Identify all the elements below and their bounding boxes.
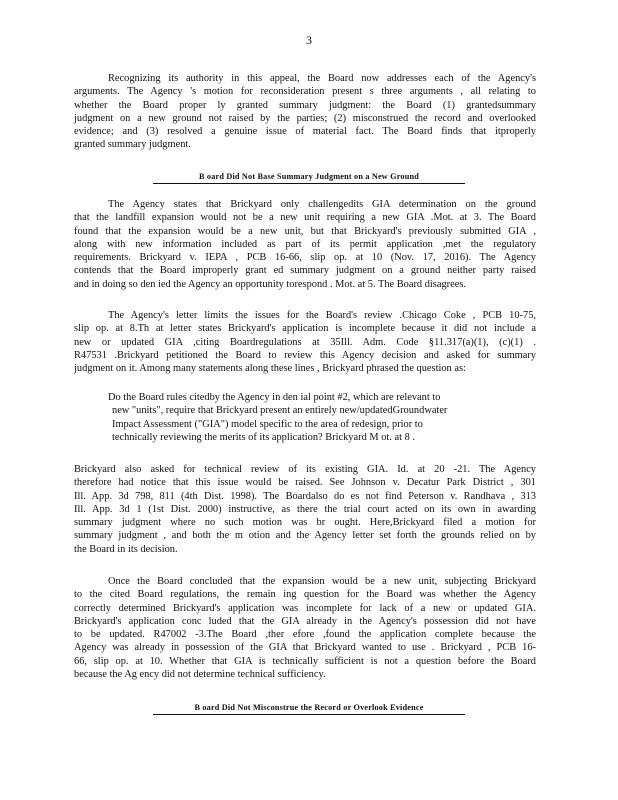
paragraph-line: requirements. Brickyard v. IEPA , PCB 16-66, slip op. at 10 (Nov. 17, 2016). The Agency (74, 252, 536, 264)
paragraph-line: found that the expansion would be a new unit, but that Brickyard's previously submitted GIA , (74, 225, 536, 237)
paragraph-line: to the cited Board regulations, the remain ing question for the Board was whether the Agency (74, 589, 536, 601)
quote-line: Impact Assessment ("GIA") model specific to the area of redesign, prior to (112, 418, 423, 430)
paragraph-line: Agency was already in possession of the GIA that Brickyard wanted to use . Brickyard , PCB 16- (74, 642, 536, 654)
paragraph-line: the Board in its decision. (74, 543, 178, 555)
paragraph-line: granted summary judgment. (74, 139, 191, 151)
quote-line: technically reviewing the merits of its application? Brickyard M ot. at 8 . (112, 431, 415, 443)
paragraph-line: slip op. at 8.Th at letter states Brickyard's application is incomplete because it did not include a (74, 323, 536, 335)
paragraph-line: along with new information included as part of its permit application ,met the regulatory (74, 238, 536, 250)
paragraph-line: R47531 .Brickyard petitioned the Board to review this Agency decision and asked for summary (74, 349, 536, 361)
paragraph-intro (74, 72, 536, 152)
paragraph-line: The Agency's letter limits the issues for the Board's review .Chicago Coke , PCB 10-75, (108, 310, 536, 321)
paragraph-line: Once the Board concluded that the expansion would be a new unit, subjecting Brickyard (108, 576, 536, 587)
paragraph-line: summary judgment , and both the m otion and the Agency letter set forth the grounds relied on by (74, 530, 536, 542)
quote-line: new "units", require that Brickyard present an entirely new/updatedGroundwater (112, 405, 448, 417)
paragraph-line: judgment on a new ground not raised by the parties; (2) misconstrued the record and overlooked (74, 112, 536, 124)
paragraph-line: to be updated. R47002 -3.The Board ,ther efore ,found the application complete because the (74, 629, 536, 641)
paragraph-line: contends that the Board improperly grant ed summary judgment on a ground neither party raised (74, 265, 536, 277)
paragraph-line: Brickyard's application conc luded that the GIA already in the Agency's possession did not have (74, 615, 536, 627)
section-heading-new-ground: B oard Did Not Base Summary Judgment on a New Ground (0, 171, 618, 184)
paragraph-line: correctly determined Brickyard's application was incomplete for lack of a new or updated GIA. (74, 602, 536, 614)
paragraph-line: because the Ag ency did not determine technical sufficiency. (74, 669, 326, 681)
paragraph-line: The Agency states that Brickyard only challengedits GIA determination on the ground (108, 199, 536, 210)
section-heading-record-evidence: B oard Did Not Misconstrue the Record or Overlook Evidence (0, 702, 618, 715)
paragraph-agency-states (74, 198, 536, 291)
paragraph-line: Ill. App. 3d 1 (1st Dist. 2000) instructive, as there the trial court acted on its own in awarding (74, 503, 536, 515)
page-number: 3 (306, 33, 312, 47)
paragraph-agency-letter (74, 309, 536, 375)
paragraph-line: Brickyard also asked for technical review of its existing GIA. Id. at 20 -21. The Agency (74, 464, 536, 475)
paragraph-brickyard-review (74, 463, 536, 556)
paragraph-line: whether the Board proper ly granted summary judgment: the Board (1) grantedsummary (74, 99, 536, 111)
quote-line: Do the Board rules citedby the Agency in den ial point #2, which are relevant to (108, 392, 441, 403)
paragraph-line: Ill. App. 3d 798, 811 (4th Dist. 1998). The Boardalso do es not find Peterson v. Randhava , 313 (74, 490, 536, 502)
paragraph-line: that the landfill expansion would not be a new unit requiring a new GIA .Mot. at 3. The Board (74, 212, 536, 224)
paragraph-line: arguments. The Agency 's motion for reconsideration present s three arguments , all relating to (74, 86, 536, 98)
block-quote (108, 391, 468, 444)
paragraph-line: and in doing so den ied the Agency an opportunity torespond . Mot. at 5. The Board disagrees. (74, 278, 466, 290)
paragraph-line: Recognizing its authority in this appeal, the Board now addresses each of the Agency's (108, 73, 536, 84)
paragraph-line: therefore had notice that this issue would be raised. See Johnson v. Decatur Park District , 301 (74, 477, 536, 489)
paragraph-line: evidence; and (3) resolved a genuine issue of material fact. The Board finds that itproperly (74, 126, 536, 138)
paragraph-line: summary judgment where no such motion was br ought. Here,Brickyard filed a motion for (74, 517, 536, 529)
paragraph-board-concluded (74, 575, 536, 681)
paragraph-line: judgment on it. Among many statements along these lines , Brickyard phrased the question as: (74, 363, 466, 375)
paragraph-line: new or updated GIA ,citing Boardregulations at 35Ill. Adm. Code §11.317(a)(1), (c)(1) . (74, 336, 536, 348)
paragraph-line: 66, slip op. at 10. Whether that GIA is technically sufficient is not a question before the Board (74, 655, 536, 667)
